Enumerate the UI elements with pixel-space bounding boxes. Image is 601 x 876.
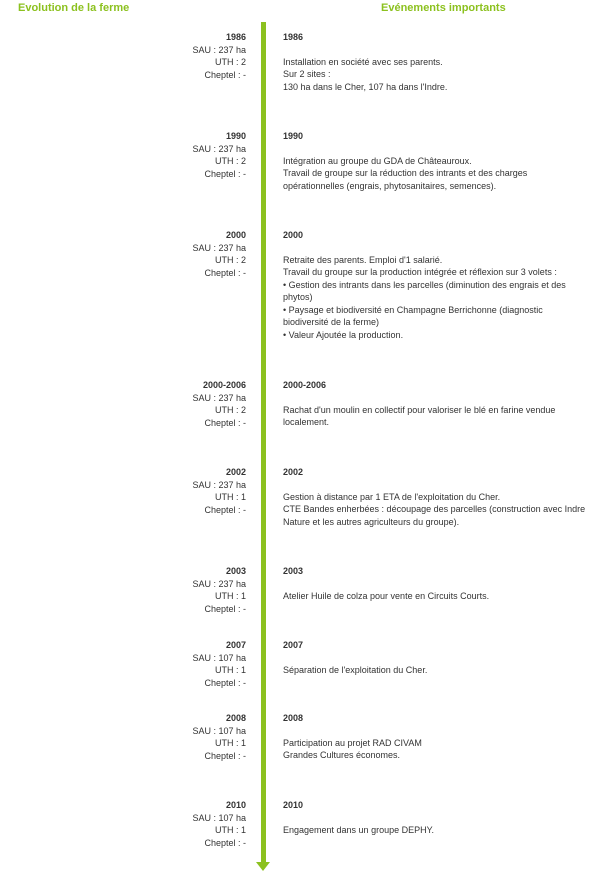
farm-stats (192, 229, 246, 279)
header-farm-evolution: Evolution de la ferme (18, 2, 130, 14)
farm-stats (192, 565, 246, 615)
farm-stats (192, 466, 246, 516)
event-description (283, 466, 601, 528)
farm-year: 2000-2006 (202, 380, 246, 390)
event-line: Installation en société avec ses parents. (283, 56, 443, 67)
event-line: • Gestion des intrants dans les parcelles (diminution des engrais et des (283, 279, 566, 290)
event-year: 2000 (283, 230, 304, 240)
event-line: Atelier Huile de colza pour vente en Circuits Courts. (283, 590, 490, 601)
event-year: 2010 (283, 800, 304, 810)
event-year: 2002 (283, 467, 304, 477)
farm-cheptel: Cheptel : - (204, 168, 246, 179)
event-year: 2008 (283, 713, 304, 723)
farm-year: 2002 (225, 467, 246, 477)
farm-year: 2007 (225, 640, 246, 650)
event-description (283, 565, 601, 602)
event-line: • Valeur Ajoutée la production. (283, 329, 404, 340)
event-line: Sur 2 sites : (283, 69, 331, 79)
event-description (283, 130, 601, 192)
farm-sau: SAU : 237 ha (192, 242, 246, 253)
event-line: Travail de groupe sur la réduction des intrants et des charges (283, 168, 528, 178)
farm-sau: SAU : 237 ha (192, 143, 246, 154)
farm-cheptel: Cheptel : - (204, 603, 246, 614)
farm-sau: SAU : 107 ha (192, 812, 246, 823)
farm-year: 1986 (225, 32, 246, 42)
farm-sau: SAU : 237 ha (192, 392, 246, 403)
event-year: 1986 (283, 32, 304, 42)
farm-uth: UTH : 1 (214, 492, 246, 502)
event-line: CTE Bandes enherbées : découpage des parcelles (construction avec Indre (283, 504, 586, 514)
farm-year: 2010 (225, 800, 246, 810)
farm-sau: SAU : 107 ha (192, 725, 246, 736)
event-line: Grandes Cultures économes. (283, 750, 401, 760)
event-line: Participation au projet RAD CIVAM (283, 737, 422, 748)
farm-cheptel: Cheptel : - (204, 417, 246, 428)
farm-sau: SAU : 237 ha (192, 479, 246, 490)
event-line: phytos) (283, 292, 313, 302)
event-line: 130 ha dans le Cher, 107 ha dans l'Indre. (283, 81, 448, 92)
farm-sau: SAU : 107 ha (192, 652, 246, 663)
farm-uth: UTH : 2 (214, 405, 246, 415)
timeline-arrow-icon (256, 862, 270, 871)
event-line: opérationnelles (engrais, phytosanitaires, semences). (283, 180, 497, 191)
farm-stats (192, 639, 246, 689)
farm-uth: UTH : 2 (214, 57, 246, 67)
farm-stats (192, 130, 246, 180)
farm-cheptel: Cheptel : - (204, 504, 246, 515)
event-description (283, 639, 601, 676)
farm-stats (192, 712, 246, 762)
timeline-line (261, 22, 266, 864)
farm-cheptel: Cheptel : - (204, 69, 246, 80)
event-year: 2000-2006 (283, 380, 327, 390)
event-line: Séparation de l'exploitation du Cher. (283, 664, 428, 675)
farm-uth: UTH : 1 (214, 738, 246, 748)
farm-cheptel: Cheptel : - (204, 677, 246, 688)
event-year: 2003 (283, 566, 304, 576)
event-line: biodiversité de la ferme) (283, 317, 380, 327)
farm-year: 2008 (225, 713, 246, 723)
farm-sau: SAU : 237 ha (192, 44, 246, 55)
farm-year: 1990 (225, 131, 246, 141)
event-line: Retraite des parents. Emploi d'1 salarié. (283, 254, 443, 265)
event-year: 2007 (283, 640, 304, 650)
farm-sau: SAU : 237 ha (192, 578, 246, 589)
event-description (283, 31, 601, 93)
event-description (283, 229, 601, 341)
event-line: Rachat d'un moulin en collectif pour valoriser le blé en farine vendue (283, 404, 556, 415)
farm-uth: UTH : 2 (214, 156, 246, 166)
event-line: Nature et les autres agriculteurs du groupe). (283, 516, 460, 527)
farm-uth: UTH : 1 (214, 591, 246, 601)
event-line: localement. (283, 417, 330, 427)
event-year: 1990 (283, 131, 304, 141)
event-description (283, 799, 601, 836)
farm-stats (192, 379, 246, 429)
event-line: • Paysage et biodiversité en Champagne Berrichonne (diagnostic (283, 304, 543, 315)
farm-stats (192, 799, 246, 849)
event-description (283, 379, 601, 429)
event-line: Gestion à distance par 1 ETA de l'exploitation du Cher. (283, 491, 501, 502)
header-important-events: Evénements importants (381, 2, 506, 14)
farm-year: 2000 (225, 230, 246, 240)
event-description (283, 712, 601, 762)
farm-stats (192, 31, 246, 81)
farm-cheptel: Cheptel : - (204, 750, 246, 761)
event-line: Intégration au groupe du GDA de Châteauroux. (283, 155, 472, 166)
farm-uth: UTH : 2 (214, 255, 246, 265)
farm-uth: UTH : 1 (214, 665, 246, 675)
farm-cheptel: Cheptel : - (204, 837, 246, 848)
farm-year: 2003 (225, 566, 246, 576)
farm-cheptel: Cheptel : - (204, 267, 246, 278)
farm-uth: UTH : 1 (214, 825, 246, 835)
event-line: Engagement dans un groupe DEPHY. (283, 824, 434, 835)
event-line: Travail du groupe sur la production intégrée et réflexion sur 3 volets : (283, 267, 557, 277)
